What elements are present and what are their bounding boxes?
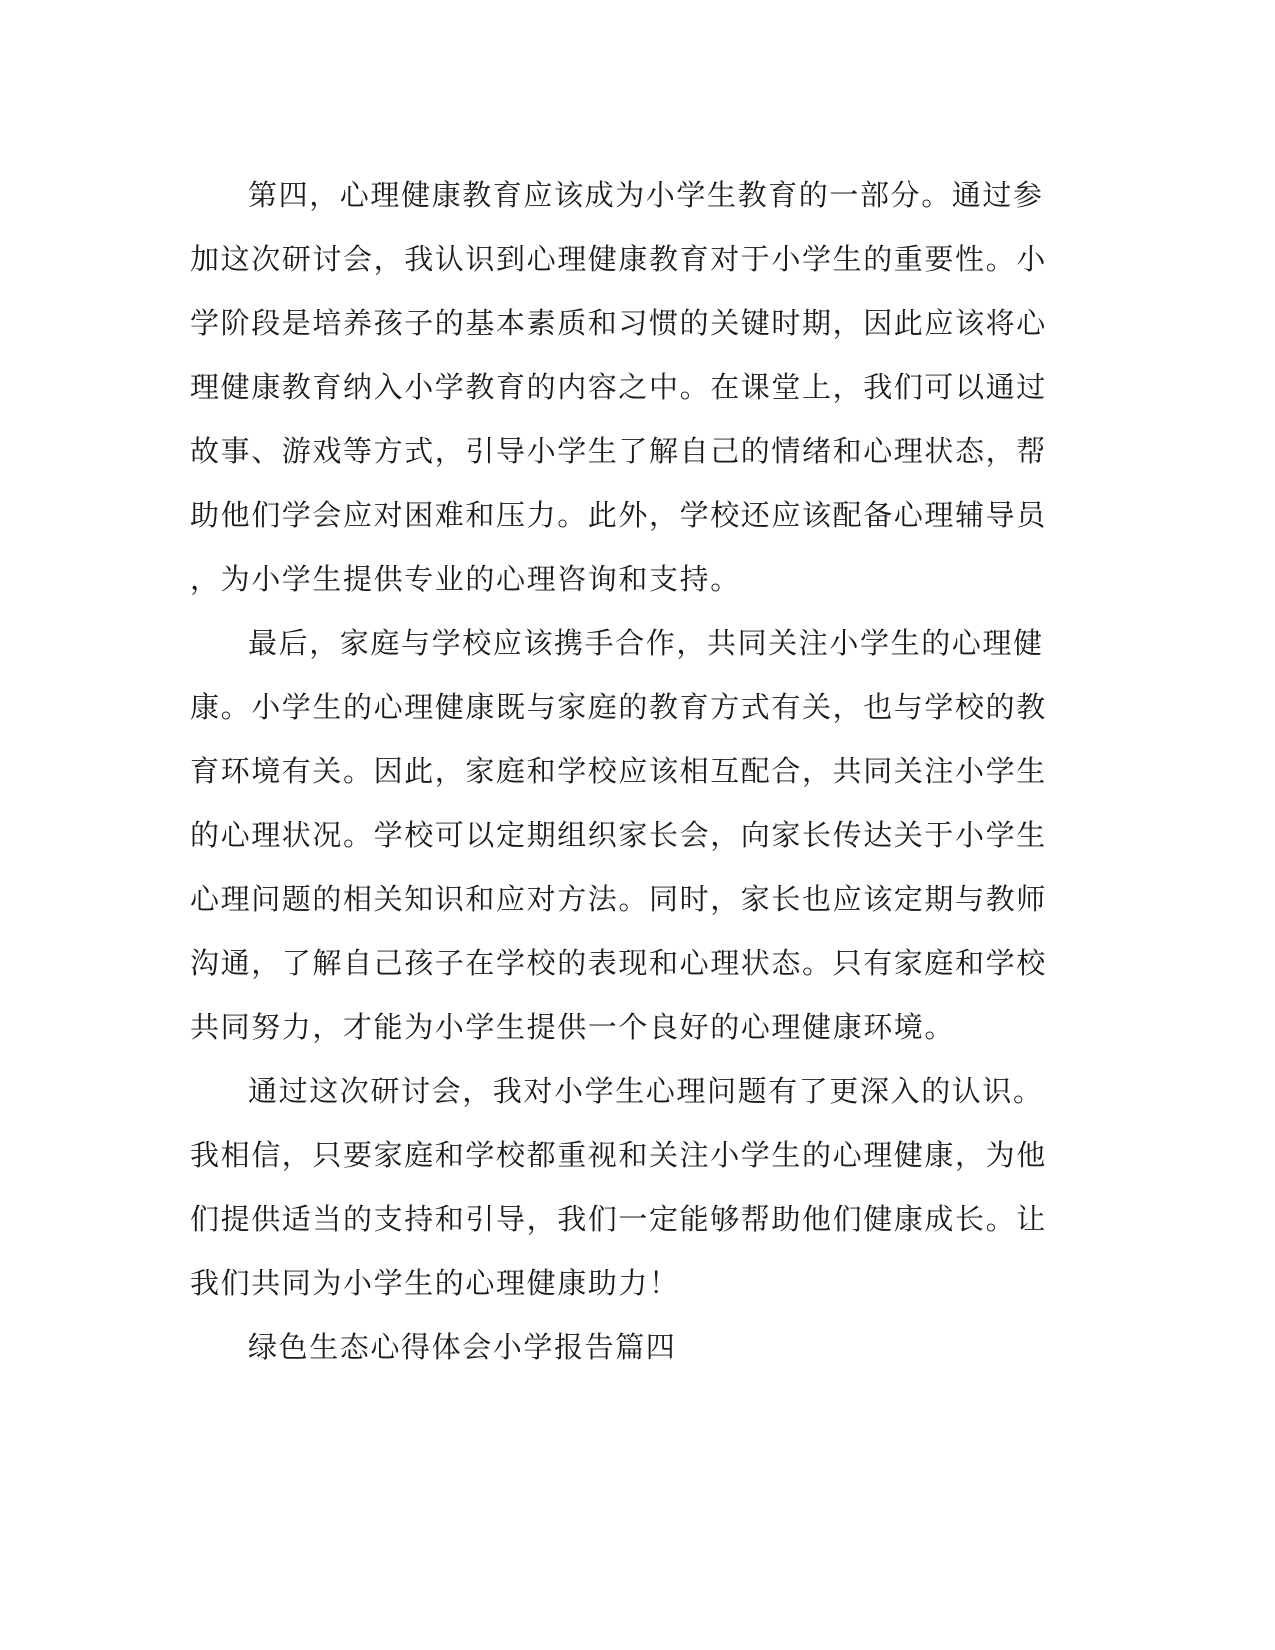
paragraph-mental-health-education: 第四，心理健康教育应该成为小学生教育的一部分。通过参加这次研讨会，我认识到心理健康教育对于小学生的重要性。小学阶段是培养孩子的基本素质和习惯的关键时期，因此应该将心理健康教育纳入小学教育的内容之中。在课堂上，我们可以通过故事、游戏等方式，引导小学生了解自己的情绪和心理状态，帮助他们学会应对困难和压力。此外，学校还应该配备心理辅导员，为小学生提供专业的心理咨询和支持。 bbox=[190, 178, 1047, 596]
section-heading: 绿色生态心得体会小学报告篇四 bbox=[248, 1330, 677, 1364]
paragraph-conclusion: 通过这次研讨会，我对小学生心理问题有了更深入的认识。我相信，只要家庭和学校都重视和关注小学生的心理健康，为他们提供适当的支持和引导，我们一定能够帮助他们健康成长。让我们共同为小学生的心理健康助力！ bbox=[190, 1074, 1047, 1300]
document-body bbox=[190, 163, 1070, 1379]
paragraph-family-school-cooperation: 最后，家庭与学校应该携手合作，共同关注小学生的心理健康。小学生的心理健康既与家庭的教育方式有关，也与学校的教育环境有关。因此，家庭和学校应该相互配合，共同关注小学生的心理状况。学校可以定期组织家长会，向家长传达关于小学生心理问题的相关知识和应对方法。同时，家长也应该定期与教师沟通，了解自己孩子在学校的表现和心理状态。只有家庭和学校共同努力，才能为小学生提供一个良好的心理健康环境。 bbox=[190, 626, 1047, 1044]
